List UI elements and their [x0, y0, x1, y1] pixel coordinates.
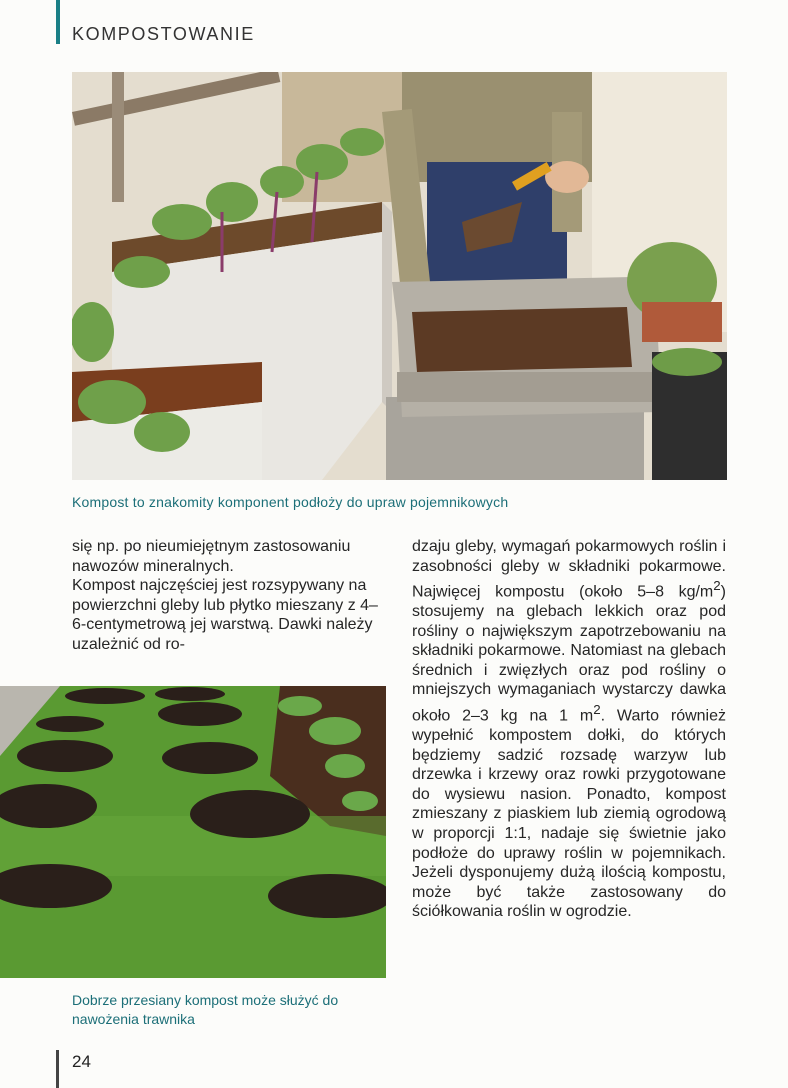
left-paragraph-2: Kompost najczęściej jest rozsypywany na powierzchni gleby lub płytko mieszany z 4–6-centymetrową jej warstwą. Dawki należy uzależnić od ro- — [72, 577, 378, 653]
lawn-compost-photo — [0, 686, 386, 978]
header-accent-bar — [56, 0, 60, 44]
left-text-column — [72, 537, 386, 655]
footer-bar — [56, 1050, 59, 1088]
right-text-column — [412, 537, 726, 922]
section-title: KOMPOSTOWANIE — [72, 24, 255, 44]
photo-caption-compost-container: Kompost to znakomity komponent podłoży do upraw pojemnikowych — [72, 494, 509, 510]
right-paragraph: dzaju gleby, wymagań pokarmowych roślin i zasobności gleby w składniki pokarmowe. Najwięcej kompostu (około 5–8 $kg/m^2$) stosujemy na glebach lekkich oraz pod rośliny o największym zapotrzebowaniu na składniki pokarmowe. Natomiast na glebach średnich i zwięzłych oraz pod rośliny o mniejszych wymaganiach wystarczy dawka około 2–3 kg na 1 $m^2$. Warto również wypełnić kompostem dołki, do których będziemy sadzić rozsadę warzyw lub drzewka i krzewy oraz rowki przygotowane do wysiewu nasion. Ponadto, kompost zmieszany z piaskiem lub ziemią ogrodową w proporcji 1:1, nadaje się świetnie jako podłoże do uprawy roślin w pojemnikach. Jeżeli dysponujemy dużą ilością kompostu, może być także zastosowany do ściółkowania roślin w ogrodzie. — [412, 538, 727, 921]
compost-container-photo — [72, 72, 727, 480]
page-number: 24 — [72, 1052, 91, 1071]
photo-caption-lawn: Dobrze przesiany kompost może służyć do nawożenia trawnika — [72, 992, 339, 1027]
left-paragraph-1: się np. po nieumiejętnym zastosowaniu nawozów mineralnych. — [72, 538, 351, 575]
